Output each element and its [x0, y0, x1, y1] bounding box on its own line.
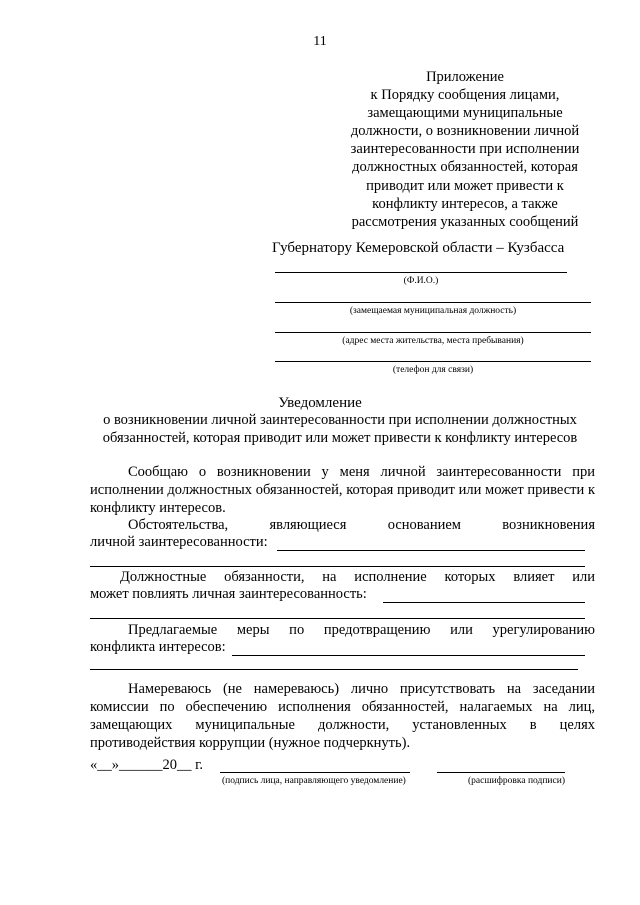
measures-label: конфликта интересов:	[90, 639, 226, 655]
appendix-line: конфликту интересов, а также	[372, 195, 558, 212]
signature-line[interactable]	[220, 772, 410, 773]
signature-caption: (подпись лица, направляющего уведомление)	[222, 776, 406, 786]
decoding-line[interactable]	[437, 772, 565, 773]
notice-subtitle: о возникновении личной заинтересованности при исполнении должностных обязанностей, которая приводит или может привести к конфликту интересов	[102, 412, 578, 446]
appendix-line: замещающими муниципальные	[367, 105, 563, 122]
position-caption: (замещаемая муниципальная должность)	[349, 306, 517, 316]
appendix-line: должностных обязанностей, которая	[352, 159, 578, 176]
duties-fill-line-2[interactable]	[90, 618, 585, 619]
paragraph-intention-text: Намереваюсь (не намереваюсь) лично присутствовать на заседании комиссии по обеспечению исполнения обязанностей, налагаемых на лиц, замещающих муниципальные должности, установленных в целях противодействия коррупции (нужное подчеркнуть).	[90, 681, 595, 751]
measures-fill-line-2[interactable]	[90, 669, 578, 670]
decoding-caption: (расшифровка подписи)	[468, 776, 565, 786]
measures-line1: Предлагаемые меры по предотвращению или урегулированию	[128, 622, 595, 638]
addressee: Губернатору Кемеровской области – Кузбасса	[272, 240, 565, 256]
phone-caption: (телефон для связи)	[392, 365, 474, 375]
appendix-line: должности, о возникновении личной	[350, 123, 580, 140]
paragraph-report	[90, 463, 595, 517]
duties-fill-line[interactable]	[383, 602, 585, 603]
appendix-header	[330, 68, 600, 231]
measures-fill-line[interactable]	[232, 655, 585, 656]
appendix-line: рассмотрения указанных сообщений	[351, 213, 579, 230]
page-number: 11	[313, 34, 327, 49]
address-caption: (адрес места жительства, места пребывания)	[342, 336, 524, 346]
duties-label: может повлиять личная заинтересованность:	[90, 586, 367, 602]
appendix-line: к Порядку сообщения лицами,	[370, 87, 560, 104]
fio-line	[275, 272, 567, 273]
duties-line1: Должностные обязанности, на исполнение которых влияет или	[120, 569, 595, 585]
paragraph-intention	[90, 680, 595, 752]
appendix-line: приводит или может привести к	[366, 177, 564, 194]
date-field[interactable]: «__»______20__ г.	[90, 757, 204, 773]
appendix-line: Приложение	[426, 69, 504, 85]
fio-caption: (Ф.И.О.)	[403, 276, 439, 286]
notice-title: Уведомление	[278, 395, 362, 411]
appendix-line: заинтересованности при исполнении	[350, 141, 580, 158]
paragraph-report-text: Сообщаю о возникновении у меня личной заинтересованности при исполнении должностных обязанностей, которая приводит или может привести к конфликту интересов.	[90, 464, 595, 516]
circumstances-line1: Обстоятельства, являющиеся основанием возникновения	[128, 517, 595, 533]
circumstances-label: личной заинтересованности:	[90, 534, 268, 550]
position-line	[275, 302, 591, 303]
phone-line	[275, 361, 591, 362]
circumstances-fill-line[interactable]	[277, 550, 585, 551]
circumstances-fill-line-2[interactable]	[90, 566, 585, 567]
address-line	[275, 332, 591, 333]
